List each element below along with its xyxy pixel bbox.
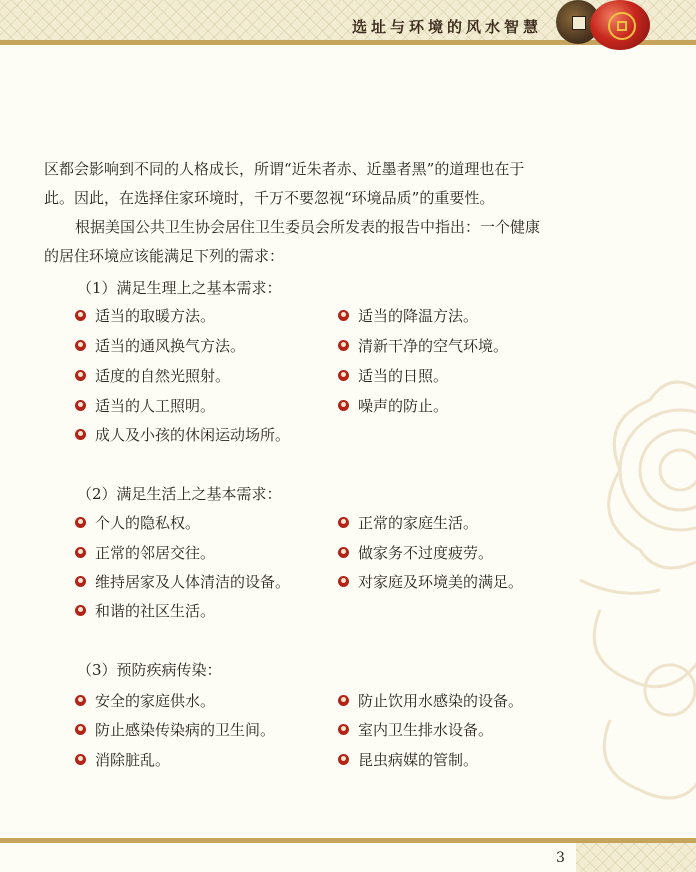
section-heading: （3）预防疾病传染： — [77, 661, 222, 679]
taiji-bullet-icon — [338, 400, 349, 411]
list-item: 对家庭及环境美的满足。 — [338, 570, 523, 592]
floral-ornament-icon — [560, 360, 696, 840]
list-item: 昆虫病媒的管制。 — [338, 748, 478, 770]
running-title: 选址与环境的风水智慧 — [352, 18, 543, 36]
list-item: 防止饮用水感染的设备。 — [338, 689, 523, 711]
list-item: 消除脏乱。 — [75, 748, 170, 770]
taiji-bullet-icon — [75, 517, 86, 528]
paragraph-line: 的居住环境应该能满足下列的需求： — [44, 247, 285, 265]
section-heading: （1）满足生理上之基本需求： — [77, 279, 282, 297]
paragraph-line: 区都会影响到不同的人格成长，所谓“近朱者赤、近墨者黑”的道理也在于 — [44, 160, 525, 178]
list-item: 适当的人工照明。 — [75, 394, 215, 416]
taiji-bullet-icon — [75, 310, 86, 321]
taiji-bullet-icon — [338, 547, 349, 558]
list-item: 清新干净的空气环境。 — [338, 334, 508, 356]
taiji-bullet-icon — [338, 576, 349, 587]
list-item: 噪声的防止。 — [338, 394, 448, 416]
taiji-bullet-icon — [75, 400, 86, 411]
taiji-bullet-icon — [75, 605, 86, 616]
taiji-bullet-icon — [338, 310, 349, 321]
taiji-bullet-icon — [75, 340, 86, 351]
taiji-bullet-icon — [338, 724, 349, 735]
taiji-bullet-icon — [75, 576, 86, 587]
taiji-bullet-icon — [338, 517, 349, 528]
list-item: 做家务不过度疲劳。 — [338, 541, 493, 563]
taiji-bullet-icon — [338, 754, 349, 765]
header-divider — [0, 40, 696, 45]
section-heading: （2）满足生活上之基本需求： — [77, 485, 282, 503]
paragraph-line: 此。因此，在选择住家环境时，千万不要忽视“环境品质”的重要性。 — [44, 189, 495, 207]
list-item: 正常的家庭生活。 — [338, 511, 478, 533]
taiji-bullet-icon — [338, 340, 349, 351]
list-item: 维持居家及人体清洁的设备。 — [75, 570, 290, 592]
taiji-bullet-icon — [75, 547, 86, 558]
taiji-bullet-icon — [75, 724, 86, 735]
taiji-bullet-icon — [338, 370, 349, 381]
list-item: 适当的日照。 — [338, 364, 448, 386]
list-item: 室内卫生排水设备。 — [338, 718, 493, 740]
taiji-bullet-icon — [75, 429, 86, 440]
list-item: 适当的降温方法。 — [338, 304, 478, 326]
list-item: 安全的家庭供水。 — [75, 689, 215, 711]
taiji-bullet-icon — [75, 370, 86, 381]
red-fruit-seal-icon — [590, 0, 650, 50]
list-item: 成人及小孩的休闲运动场所。 — [75, 423, 290, 445]
list-item: 和谐的社区生活。 — [75, 599, 215, 621]
list-item: 正常的邻居交往。 — [75, 541, 215, 563]
list-item: 防止感染传染病的卫生间。 — [75, 718, 275, 740]
taiji-bullet-icon — [338, 695, 349, 706]
list-item: 个人的隐私权。 — [75, 511, 200, 533]
list-item: 适当的通风换气方法。 — [75, 334, 245, 356]
list-item: 适当的取暖方法。 — [75, 304, 215, 326]
taiji-bullet-icon — [75, 754, 86, 765]
paragraph-line: 根据美国公共卫生协会居住卫生委员会所发表的报告中指出：一个健康 — [75, 218, 541, 236]
page-number: 3 — [556, 850, 565, 866]
footer-blank — [0, 843, 576, 872]
taiji-bullet-icon — [75, 695, 86, 706]
list-item: 适度的自然光照射。 — [75, 364, 230, 386]
